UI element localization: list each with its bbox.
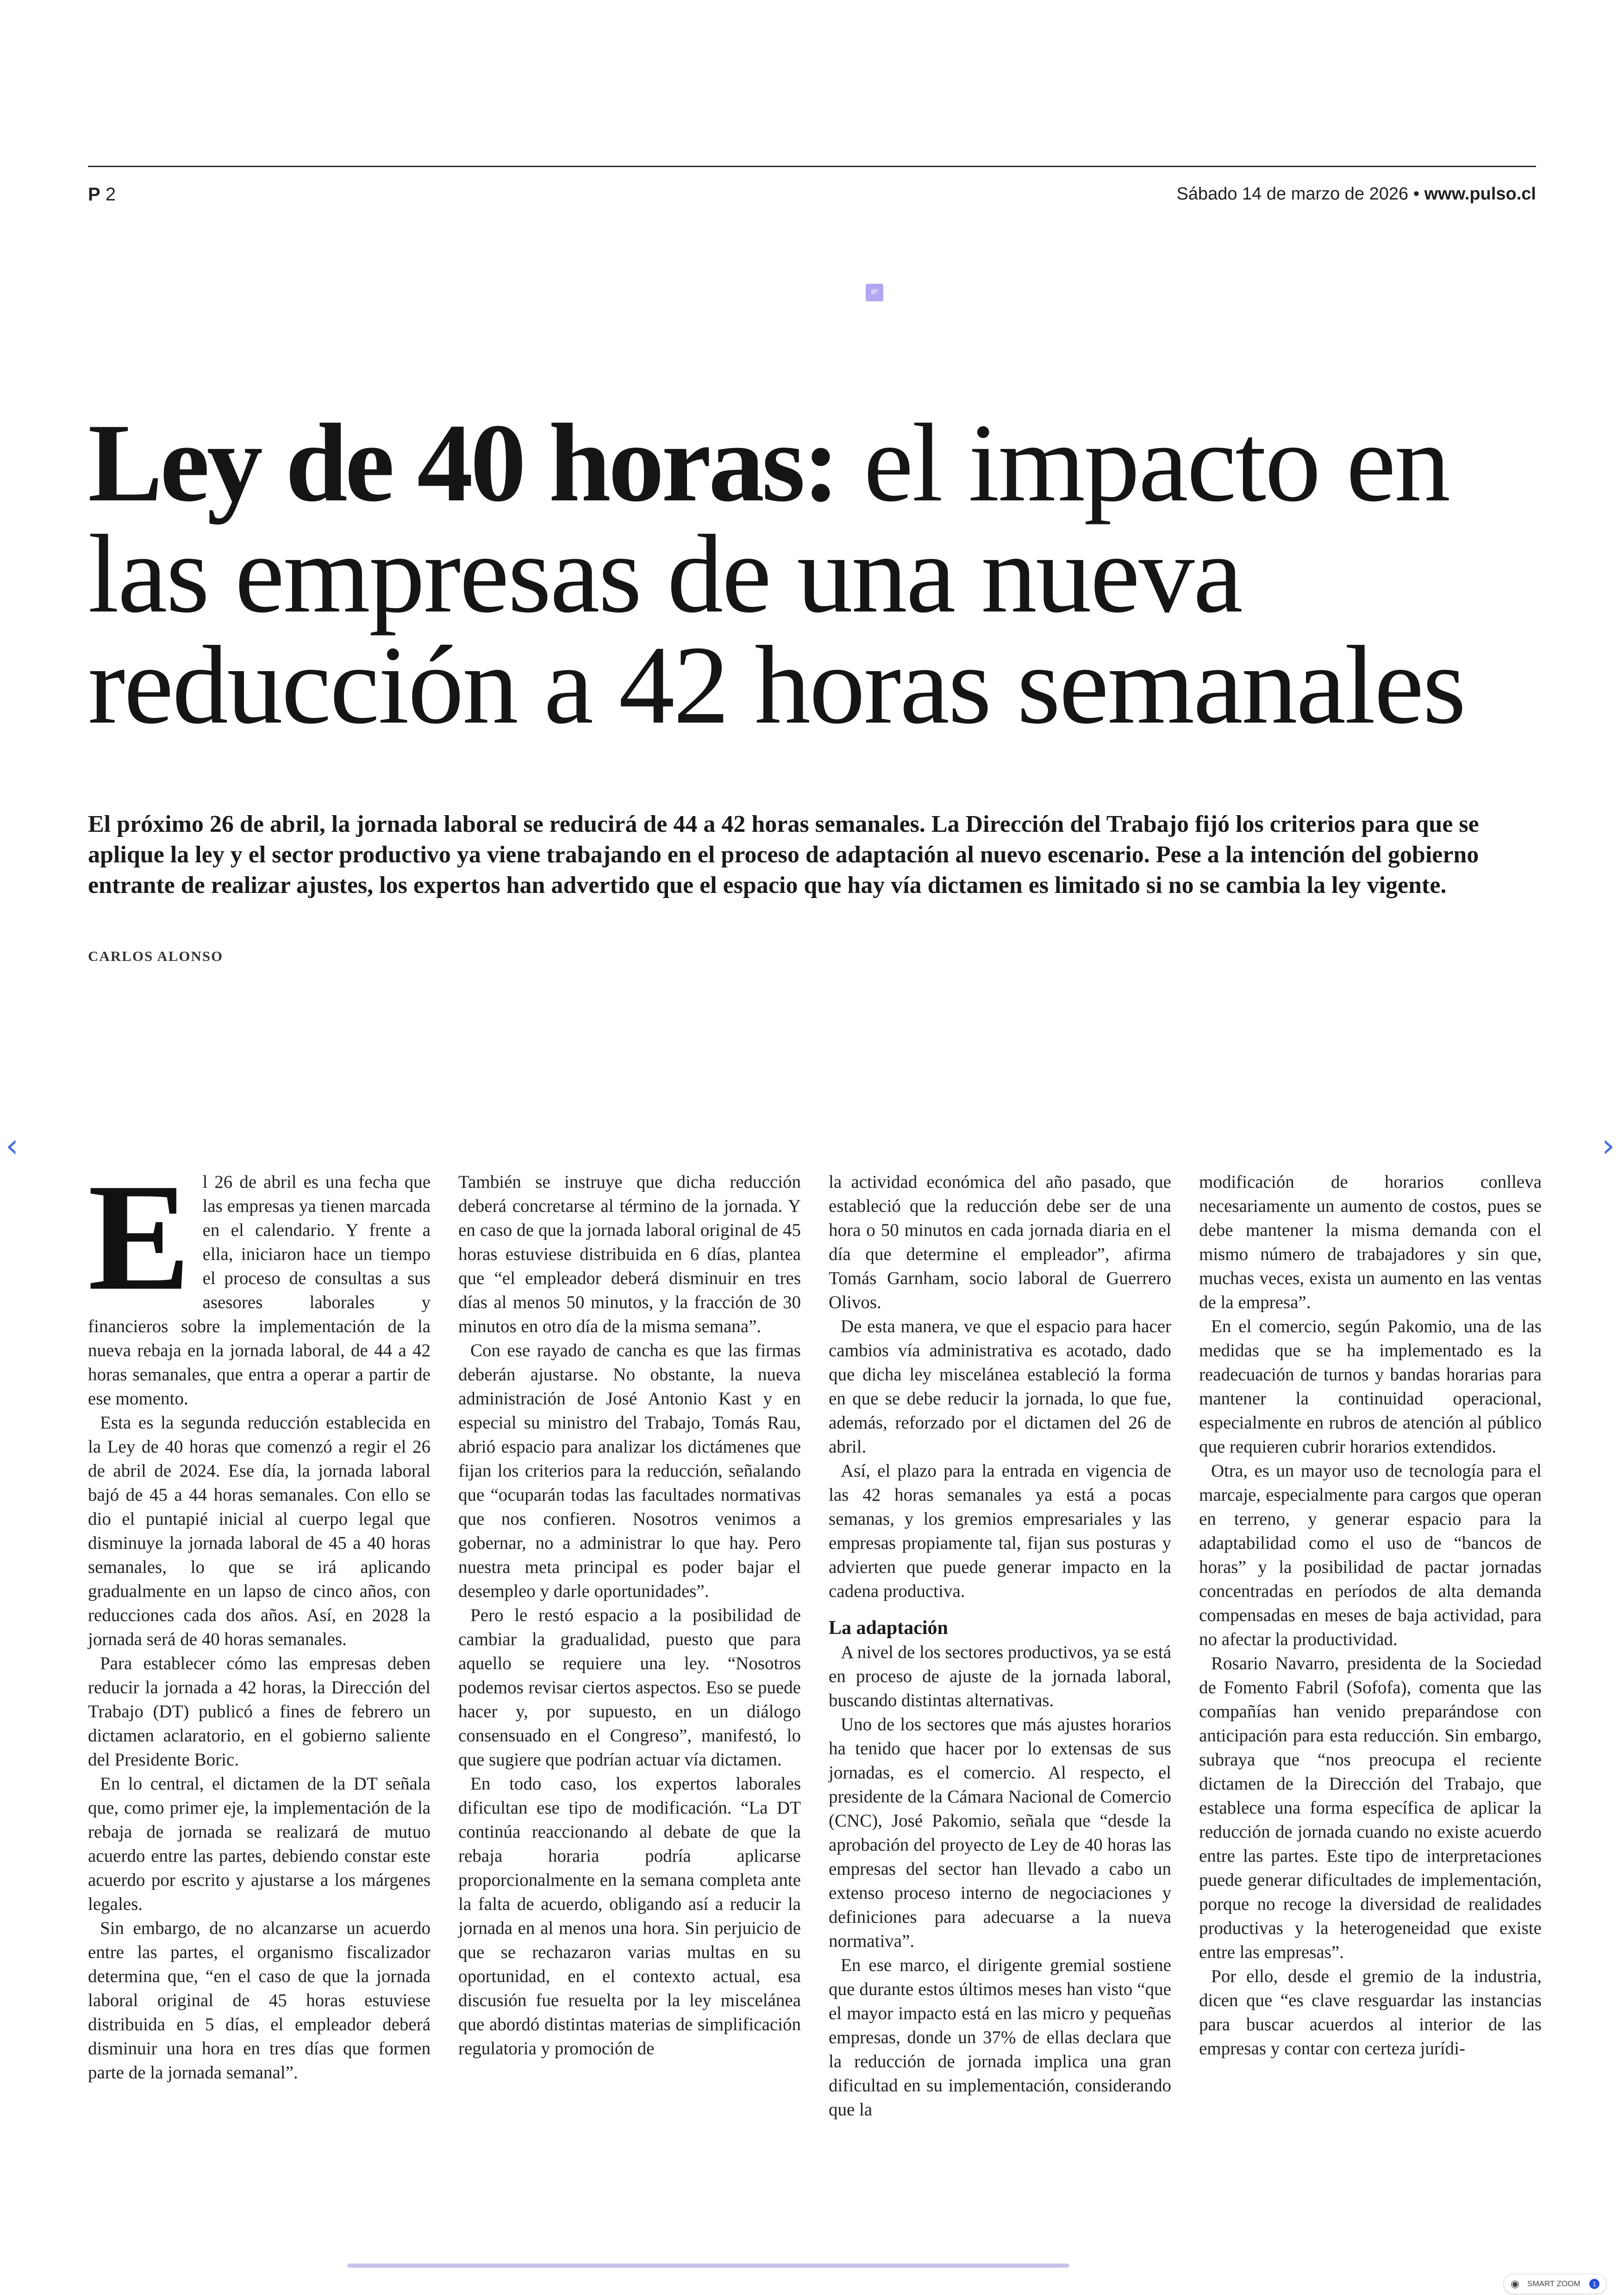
- headline-bold: Ley de 40 horas:: [88, 401, 837, 525]
- issue-date: Sábado 14 de marzo de 2026 •: [1176, 184, 1424, 204]
- reading-progress-bar[interactable]: [347, 2264, 1069, 2268]
- site-url[interactable]: www.pulso.cl: [1424, 184, 1536, 204]
- paragraph: A nivel de los sectores productivos, ya se está en proceso de ajuste de la jornada laboral, buscando distintas alternativas.: [829, 1642, 1171, 1710]
- paragraph: Esta es la segunda reducción establecida en la Ley de 40 horas que comenzó a regir el 26 de abril de 2024. Ese día, la jornada laboral bajó de 45 a 44 horas semanales. Con ello se dio el puntapié inicial al cuerpo legal que disminuye la jornada laboral de 45 a 40 horas semanales, lo que se irá aplicando gradualmente en un lapso de cinco años, con reducciones cada dos años. Así, en 2028 la jornada será de 40 horas semanales.: [88, 1413, 431, 1649]
- paragraph: Con ese rayado de cancha es que las firmas deberán ajustarse. No obstante, la nueva administración de José Antonio Kast y en especial su ministro del Trabajo, Tomás Rau, abrió espacio para analizar los dictámenes que fijan los criterios para la reducción, señalando que “ocuparán todas las facultades normativas que nos confieren. Nosotros venimos a gobernar, no a administrar lo que hay. Pero nuestra meta principal es poder bajar el desempleo y darle oportunidades”.: [458, 1341, 801, 1601]
- paragraph: En ese marco, el dirigente gremial sostiene que durante estos últimos meses han visto “que el mayor impacto está en las micro y pequeñas empresas, donde un 37% de ellas declara que la reducción de jornada implica una gran dificultad en su implementación, considerando que la: [829, 1955, 1171, 2120]
- paragraph: Uno de los sectores que más ajustes horarios ha tenido que hacer por lo extensas de sus jornadas, es el comercio. Al respecto, el presidente de la Cámara Nacional de Comercio (CNC), José Pakomio, señala que “desde la aprobación del proyecto de Ley de 40 horas las empresas del sector han llevado a cabo un extenso proceso interno de negociaciones y definiciones para adecuarse a la nueva normativa”.: [829, 1715, 1171, 1951]
- subheading: La adaptación: [829, 1617, 948, 1639]
- paragraph: En el comercio, según Pakomio, una de las medidas que se ha implementado es la readecuación de turnos y bandas horarias para mantener la continuidad operacional, especialmente en rubros de atención al público que requieren cubrir horarios extendidos.: [1199, 1316, 1542, 1457]
- paragraph: modificación de horarios conlleva necesariamente un aumento de costos, pues se debe mantener la misma demanda con el mismo número de trabajadores y sin que, muchas veces, exista un aumento en las ventas de la empresa”.: [1199, 1172, 1542, 1312]
- page-number: 2: [105, 184, 116, 205]
- paragraph: la actividad económica del año pasado, que estableció que la reducción debe ser de una hora o 50 minutos en cada jornada diaria en el día que determine el empleador”, afirma Tomás Garnham, socio laboral de Guerrero Olivos.: [829, 1172, 1171, 1312]
- zoom-count-badge: 1: [1589, 2279, 1599, 2289]
- article-column-3: [829, 1170, 1171, 2122]
- eye-icon: ◉: [1511, 2278, 1520, 2289]
- byline: CARLOS ALONSO: [88, 948, 224, 964]
- smart-zoom-button[interactable]: [1504, 2274, 1606, 2294]
- chevron-right-icon[interactable]: ›: [1602, 1127, 1615, 1165]
- headline: [88, 401, 1542, 747]
- paragraph: De esta manera, ve que el espacio para hacer cambios vía administrativa es acotado, dado que dicha ley miscelánea estableció la forma en que se debe reducir la jornada, lo que fue, además, reforzado por el dictamen del 26 de abril.: [829, 1316, 1171, 1457]
- chevron-left-icon[interactable]: ‹: [6, 1127, 19, 1165]
- paragraph: l 26 de abril es una fecha que las empresas ya tienen marcada en el calendario. Y frente a ella, iniciaron hace un tiempo el proceso de consultas a sus asesores laborales y financieros sobre la implementación de la nueva rebaja en la jornada laboral, de 44 a 42 horas semanales, que entra a operar a partir de ese momento.: [88, 1172, 431, 1409]
- article-column-1: [88, 1152, 431, 2085]
- page-folio: [88, 184, 116, 205]
- paragraph: Así, el plazo para la entrada en vigencia de las 42 horas semanales ya está a pocas semanas, y los gremios empresariales y las empresas propiamente tal, fijan sus posturas y advierten que puede generar impacto en la cadena productiva.: [829, 1461, 1171, 1601]
- paragraph: Por ello, desde el gremio de la industria, dicen que “es clave resguardar las instancias para buscar acuerdos al interior de las empresas y contar con certeza jurídi-: [1199, 1966, 1542, 2058]
- header-rule: [88, 166, 1536, 167]
- page-prefix: P: [88, 184, 100, 205]
- paragraph: En todo caso, los expertos laborales dificultan ese tipo de modificación. “La DT continúa reaccionando al debate de que la rebaja horaria podría aplicarse proporcionalmente en la semana completa ante la falta de acuerdo, obligando así a reducir la jornada en al menos una hora. Sin perjuicio de que se rechazaron varias multas en su oportunidad, en el contexto actual, esa discusión fue resuelta por la ley miscelánea que abordó distintas materias de simplificación regulatoria y promoción de: [458, 1774, 801, 2058]
- paragraph: Pero le restó espacio a la posibilidad de cambiar la gradualidad, puesto que para aquello se requiere una ley. “Nosotros podemos revisar ciertos aspectos. Eso se puede hacer y, por supuesto, en un diálogo consensuado en el Congreso”, manifestó, lo que sugiere que podrían actuar vía dictamen.: [458, 1605, 801, 1770]
- paragraph: Sin embargo, de no alcanzarse un acuerdo entre las partes, el organismo fiscalizador determina que, “en el caso de que la jornada laboral original de 45 horas estuviese distribuida en 5 días, el empleador deberá disminuir una hora en tres días que formen parte de la jornada semanal”.: [88, 1918, 431, 2083]
- dropcap: E: [88, 1152, 191, 1322]
- article-column-4: [1199, 1170, 1542, 2061]
- lead-paragraph: El próximo 26 de abril, la jornada laboral se reducirá de 44 a 42 horas semanales. La Dirección del Trabajo fijó los criterios para que se aplique la ley y el sector productivo ya viene trabajando en el proceso de adaptación al nuevo escenario. Pese a la intención del gobierno entrante de realizar ajustes, los expertos han advertido que el espacio que hay vía dictamen es limitado si no se cambia la ley vigente.: [88, 811, 1479, 898]
- paragraph: Para establecer cómo las empresas deben reducir la jornada a 42 horas, la Dirección del Trabajo (DT) publicó a fines de febrero un dictamen aclaratorio, en el gobierno saliente del Presidente Boric.: [88, 1653, 431, 1770]
- paragraph: También se instruye que dicha reducción deberá concretarse al término de la jornada. Y en caso de que la jornada laboral original de 45 horas estuviese distribuida en 6 días, plantea que “el empleador deberá disminuir en tres días al menos 50 minutos, y la fracción de 30 minutos en otro día de la misma semana”.: [458, 1172, 801, 1336]
- dateline: [1176, 184, 1536, 204]
- article-column-2: [458, 1170, 801, 2061]
- section-tag-icon[interactable]: IP: [866, 284, 883, 301]
- paragraph: En lo central, el dictamen de la DT señala que, como primer eje, la implementación de la rebaja de jornada se realizará de mutuo acuerdo entre las partes, debiendo constar este acuerdo por escrito y ajustarse a los márgenes legales.: [88, 1774, 431, 1914]
- headline-rest: el impacto en las empresas de una nueva reducción a 42 horas semanales: [88, 401, 1465, 747]
- paragraph: Rosario Navarro, presidenta de la Sociedad de Fomento Fabril (Sofofa), comenta que las compañías han venido preparándose con anticipación para esta reducción. Sin embargo, subraya que “nos preocupa el reciente dictamen de la Dirección del Trabajo, que establece una forma específica de aplicar la reducción de jornada cuando no existe acuerdo entre las partes. Este tipo de interpretaciones puede generar dificultades de implementación, porque no recoge la diversidad de realidades productivas y la heterogeneidad que existe entre las empresas”.: [1199, 1653, 1542, 1962]
- smart-zoom-label: SMART ZOOM: [1527, 2279, 1580, 2288]
- paragraph: Otra, es un mayor uso de tecnología para el marcaje, especialmente para cargos que operan en terreno, y generar espacio para la adaptabilidad como el uso de “bancos de horas” y la posibilidad de pactar jornadas concentradas en períodos de alta demanda compensadas en meses de baja actividad, para no afectar la productividad.: [1199, 1461, 1542, 1649]
